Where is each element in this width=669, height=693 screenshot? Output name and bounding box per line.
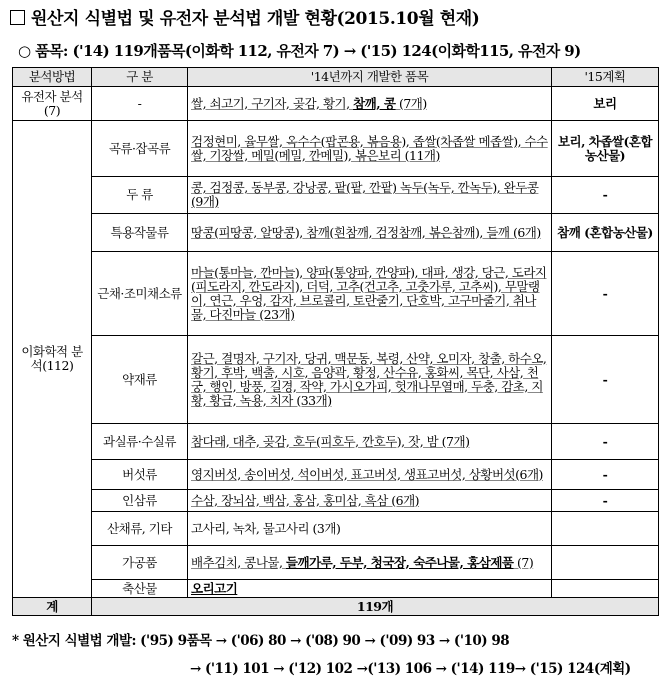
title-text: 원산지 식별법 및 유전자 분석법 개발 현황(2015.10월 현재) (31, 9, 480, 29)
category-cell: 곡류·잡곡류 (92, 121, 188, 177)
items-processed-highlight: 들깨가루, 두부, 청국장, 숙주나물, 홍삼제품 (285, 554, 514, 570)
category-cell: 가공품 (92, 546, 188, 580)
category-cell: 과실류·수실류 (92, 424, 188, 460)
items-cell: 콩, 검정콩, 동부콩, 강낭콩, 팥(팥, 깐팥) 녹두(녹두, 깐녹두), 완두콩 (9개) (188, 177, 552, 214)
table-row (13, 490, 659, 512)
table-row (13, 512, 659, 546)
items-cell: 땅콩(피땅콩, 알땅콩), 참깨(흰참깨, 검정참깨, 볶은참깨), 들깨 (6개) (188, 214, 552, 252)
footnote-line-2: → ('11) 101 → ('12) 102 →('13) 106 → ('14) 119→ ('15) 124(계획) (190, 661, 631, 677)
table-header-row (13, 68, 659, 87)
total-value: 119개 (92, 598, 659, 616)
items-processed-count: (7) (513, 554, 534, 570)
header-plan: '15계획 (552, 68, 659, 87)
table-row (13, 121, 659, 177)
plan-cell (552, 512, 659, 546)
table-row (13, 177, 659, 214)
header-category: 구 분 (92, 68, 188, 87)
table-row (13, 424, 659, 460)
plan-cell: - (552, 177, 659, 214)
items-genetic-text: 쌀, 쇠고기, 구기자, 곶감, 황기, (191, 95, 354, 111)
category-cell: 약재류 (92, 336, 188, 424)
plan-cell (552, 580, 659, 598)
items-cell (188, 546, 552, 580)
items-genetic-count: (7개) (395, 95, 427, 111)
items-processed-text: 배추김치, 콩나물, (191, 554, 286, 570)
items-cell: 참다래, 대추, 곶감, 호두(피호두, 깐호두), 잣, 밤 (7개) (188, 424, 552, 460)
category-cell: 인삼류 (92, 490, 188, 512)
plan-cell: - (552, 336, 659, 424)
total-label: 계 (13, 598, 92, 616)
table-total-row (13, 598, 659, 616)
items-cell: 마늘(통마늘, 깐마늘), 양파(통양파, 깐양파), 대파, 생강, 당근, 도라지(피도라지, 깐도라지), 더덕, 고추(건고추, 고춧가루, 고추씨), 무말랭이, 연근, 우엉, 감자, 브로콜리, 토란줄기, 단호박, 고구마줄기, 취나물, 다진마늘 (23개) (188, 252, 552, 336)
header-items: '14년까지 개발한 품목 (188, 68, 552, 87)
method-genetic: 유전자 분석(7) (13, 87, 92, 121)
items-genetic (188, 87, 552, 121)
checkbox-square-icon (10, 10, 25, 25)
subtitle: ○ 품목: ('14) 119개품목(이화학 112, 유전자 7) → ('15) 124(이화학115, 유전자 9) (18, 42, 581, 60)
category-cell: 특용작물류 (92, 214, 188, 252)
category-cell: 두 류 (92, 177, 188, 214)
table-row (13, 460, 659, 490)
table-row (13, 580, 659, 598)
development-status-table (12, 67, 659, 616)
plan-cell (552, 546, 659, 580)
table-row (13, 214, 659, 252)
table-row (13, 252, 659, 336)
header-method: 분석방법 (13, 68, 92, 87)
items-livestock-highlight: 오리고기 (191, 580, 238, 596)
page-title (10, 4, 660, 30)
items-cell: 수삼, 장뇌삼, 백삼, 홍삼, 홍미삼, 흑삼 (6개) (188, 490, 552, 512)
category-cell: 산채류, 기타 (92, 512, 188, 546)
method-chemical: 이화학적 분석(112) (13, 121, 92, 598)
plan-cell: - (552, 252, 659, 336)
table-row (13, 546, 659, 580)
plan-cell: 참깨 (혼합농산물) (552, 214, 659, 252)
table-row-genetic (13, 87, 659, 121)
plan-cell: - (552, 424, 659, 460)
items-cell (188, 580, 552, 598)
table-row (13, 336, 659, 424)
plan-cell: 보리, 차좁쌀(혼합농산물) (552, 121, 659, 177)
items-cell: 영지버섯, 송이버섯, 석이버섯, 표고버섯, 생표고버섯, 상황버섯(6개) (188, 460, 552, 490)
items-genetic-highlight: 참깨, 콩 (353, 95, 396, 111)
category-cell: 근채·조미채소류 (92, 252, 188, 336)
plan-genetic: 보리 (552, 87, 659, 121)
footnote-line-1: * 원산지 식별법 개발: ('95) 9품목 → ('06) 80 → ('08) 90 → ('09) 93 → ('10) 98 (12, 633, 510, 649)
category-cell: 버섯류 (92, 460, 188, 490)
plan-cell: - (552, 490, 659, 512)
plan-cell: - (552, 460, 659, 490)
items-cell: 검정현미, 율무쌀, 옥수수(팝콘용, 볶음용), 좁쌀(차좁쌀 메좁쌀), 수수쌀, 기장쌀, 메밀(메밀, 깐메밀), 볶은보리 (11개) (188, 121, 552, 177)
category-genetic: - (92, 87, 188, 121)
items-cell: 갈근, 결명자, 구기자, 당귀, 맥문동, 복령, 산약, 오미자, 창출, 하수오, 황기, 후박, 백출, 시호, 음양곽, 황정, 산수유, 홍화씨, 목단, 사삼, 천궁, 행인, 방풍, 길경, 작약, 가시오가피, 헛개나무열매, 두충, 감초, 지황, 황금, 녹용, 치자 (33개) (188, 336, 552, 424)
category-cell: 축산물 (92, 580, 188, 598)
items-cell: 고사리, 녹차, 물고사리 (3개) (188, 512, 552, 546)
